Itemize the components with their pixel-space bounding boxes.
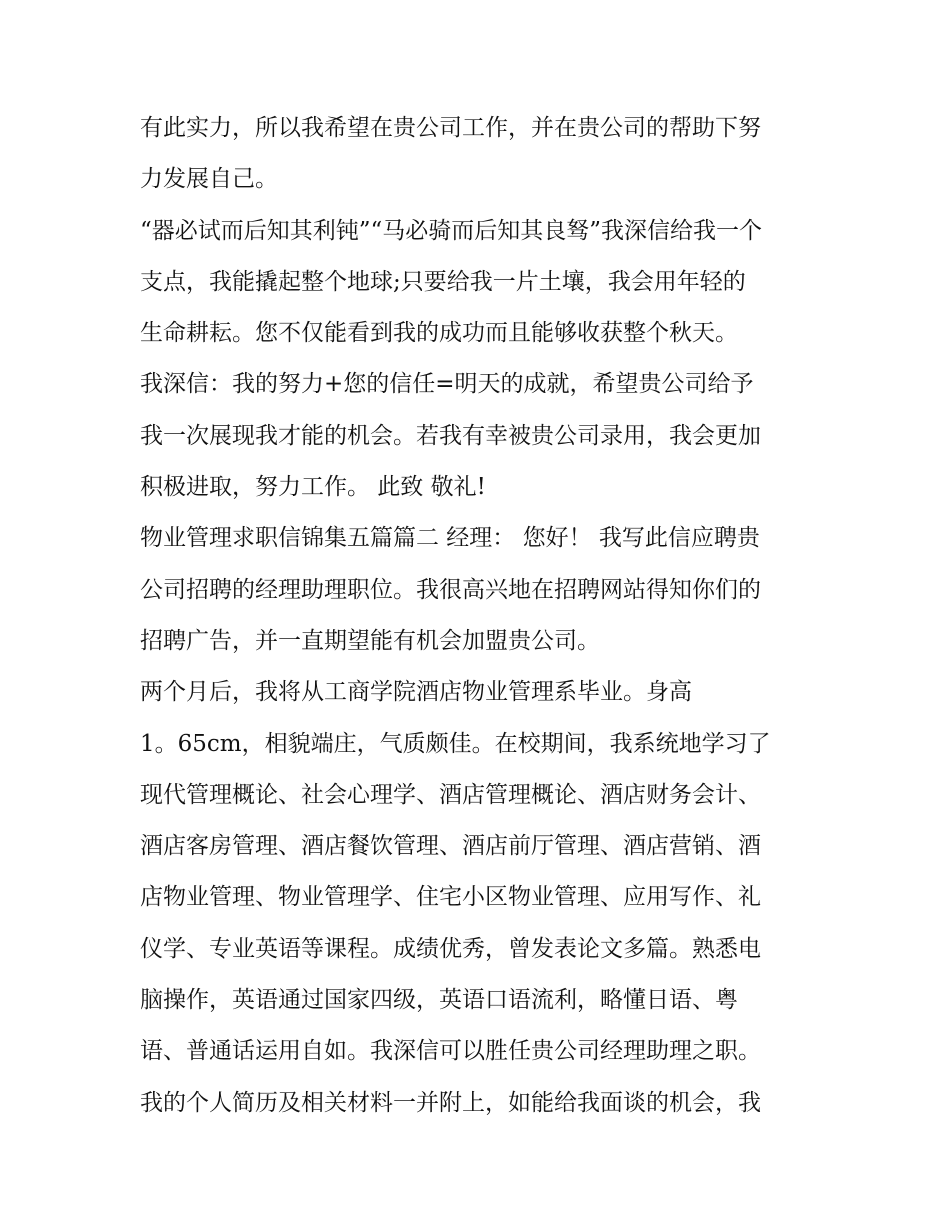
text-line: “器必试而后知其利钝”“马必骑而后知其良驽”我深信给我一个 xyxy=(140,217,763,244)
text-line: 仪学、专业英语等课程。成绩优秀，曾发表论文多篇。熟悉电 xyxy=(140,935,761,962)
text-line: 支点，我能撬起整个地球;只要给我一片土壤，我会用年轻的 xyxy=(140,268,746,295)
text-line: 脑操作，英语通过国家四级，英语口语流利，略懂日语、粤 xyxy=(140,987,738,1014)
text-line: 积极进取，努力工作。 此致 敬礼! xyxy=(140,474,486,501)
text-line: 我一次展现我才能的机会。若我有幸被贵公司录用，我会更加 xyxy=(140,422,761,449)
text-line: 我深信：我的努力+您的信任=明天的成就，希望贵公司给予 xyxy=(140,371,754,398)
text-line: 现代管理概论、社会心理学、酒店管理概论、酒店财务会计、 xyxy=(140,781,761,808)
text-line: 生命耕耘。您不仅能看到我的成功而且能够收获整个秋天。 xyxy=(140,320,738,347)
text-line: 两个月后，我将从工商学院酒店物业管理系毕业。身高 xyxy=(140,679,692,706)
text-line: 酒店客房管理、酒店餐饮管理、酒店前厅管理、酒店营销、酒 xyxy=(140,833,761,860)
text-line: 1。65cm，相貌端庄，气质颇佳。在校期间，我系统地学习了 xyxy=(140,730,771,757)
text-line: 物业管理求职信锦集五篇篇二 经理： 您好！ 我写此信应聘贵 xyxy=(140,525,760,552)
text-line: 有此实力，所以我希望在贵公司工作，并在贵公司的帮助下努 xyxy=(140,115,761,141)
text-line: 语、普通话运用自如。我深信可以胜任贵公司经理助理之职。 xyxy=(140,1038,761,1065)
text-line: 我的个人简历及相关材料一并附上，如能给我面谈的机会，我 xyxy=(140,1089,761,1116)
text-line: 力发展自己。 xyxy=(140,166,278,193)
text-line: 公司招聘的经理助理职位。我很高兴地在招聘网站得知你们的 xyxy=(140,576,761,603)
document-body xyxy=(140,103,820,1129)
text-line: 店物业管理、物业管理学、住宅小区物业管理、应用写作、礼 xyxy=(140,884,761,911)
text-line: 招聘广告，并一直期望能有机会加盟贵公司。 xyxy=(140,627,600,654)
